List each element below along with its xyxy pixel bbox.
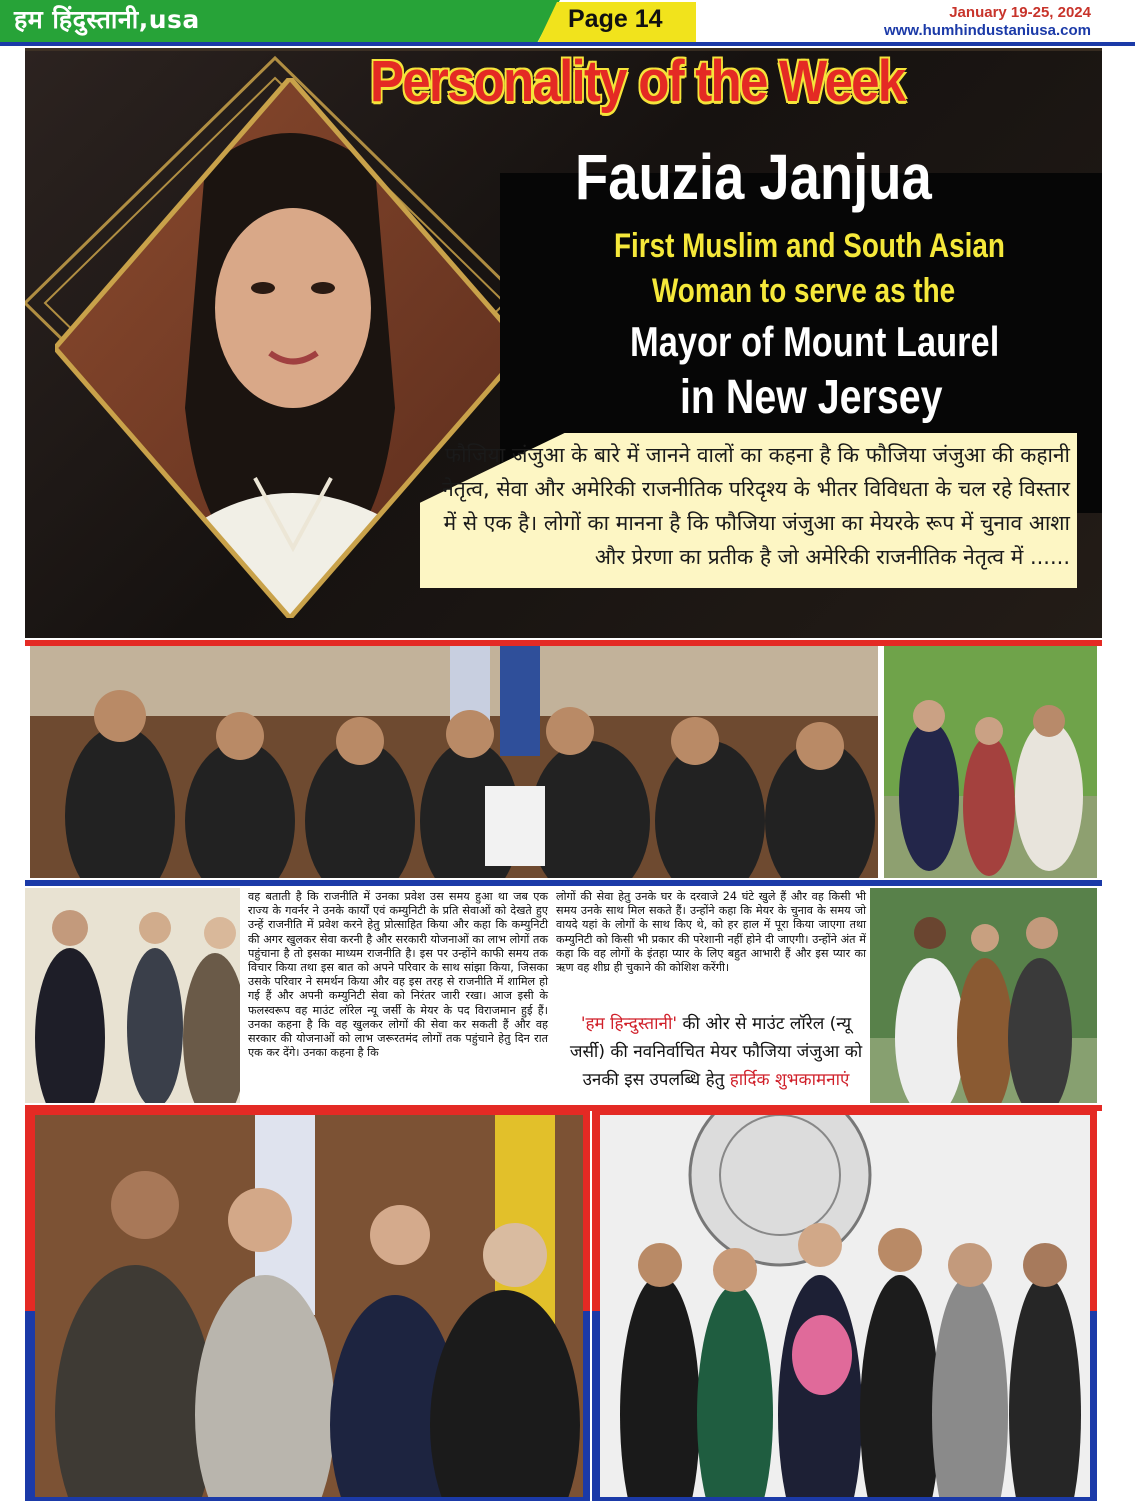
masthead-title: हम हिंदुस्तानी,usa — [14, 5, 200, 34]
article-column-1: वह बताती है कि राजनीति में उनका प्रवेश उस समय हुआ था जब एक राज्य के गवर्नर ने उनके कार्यों एवं कम्युनिटी के प्रति सेवाओं को देखते हुए उन्हें राजनीति में प्रवेश करने हेतु प्रोत्साहित किया और कहा कि कम्युनिटी की अगर खुलकर सेवा करनी है और सरकारी योजनाओं का लाभ लोगों तक पहुंचाना है तो इसका माध्यम राजनीति है। इस पर उन्होंने काफी समय तक विचार किया तथा इस बात को अपने परिवार के साथ सांझा किया, जिसका उसके परिवार ने समर्थन किया और वह इस तरह से राजनीति में शामिल हो गई हैं और अपनी कम्युनिटी सेवा को निरंतर जारी रखा। आज इसी के फलस्वरूप वह माउंट लॉरेल न्यू जर्सी के मेयर के पद विराजमान हुई हैं। उनका कहना है कि वह खुलकर लोगों की सेवा कर सकती हैं और वह सरकार की योजनाओं को लाभ जरूरतमंद लोगों तक पहुंचाने हेतु दिन रात एक कर देंगे। उनका कहना है कि — [248, 890, 548, 1060]
article-column-2: लोगों की सेवा हेतु उनके घर के दरवाजे 24 घंटे खुले हैं और वह किसी भी समय उनके साथ मिल सकते हैं। उन्होंने कहा कि मेयर के चुनाव के समय जो वायदे यहां के लोगों के साथ किए थे, को हर हाल में पूरा किया जाएगा तथा कम्युनिटी को किसी भी प्रकार की परेशानी नहीं होने दी जाएगी। उन्होंने अंत में कहा कि वह लोगों के इंतहा प्यार के लिए बहुत आभारी हैं और इस प्यार का ऋण वह शीघ्र ही चुकाने की कोशिश करेंगी। — [556, 890, 866, 975]
subtitle-line-3: Mayor of Mount Laurel — [630, 318, 1000, 365]
issue-date: January 19-25, 2024 — [949, 4, 1091, 21]
website-url[interactable]: www.humhindustaniusa.com — [884, 22, 1091, 39]
group-photo-council — [30, 646, 878, 878]
greeting-body: की ओर से माउंट लॉरेल (न्यू जर्सी) की नवनिर्वाचित मेयर फौजिया जंजुआ को उनकी इस उपलब्धि हेतु — [569, 1014, 863, 1090]
blue-divider — [25, 880, 1102, 886]
subtitle-line-4: in New Jersey — [680, 371, 943, 424]
photo-office-women — [600, 1115, 1090, 1497]
photo-park-trio — [884, 646, 1097, 878]
subtitle-line-2: Woman to serve as the — [652, 272, 956, 310]
intro-text: फौजिया जंजुआ के बारे में जानने वालों का कहना है कि फौजिया जंजुआ की कहानी नेतृत्व, सेवा और अमेरिकी राजनीतिक परिदृश्य के भीतर विविधता के चल रहे विस्तार में से एक है। लोगों का मानना है कि फौजिया जंजुआ का मेयरके रूप में चुनाव आशा और प्रेरणा का प्रतीक है जो अमेरिकी राजनीतिक नेतृत्व में ...... — [442, 443, 1070, 569]
page-number: Page 14 — [568, 5, 663, 33]
photo-council-group-four — [35, 1115, 583, 1497]
header-divider — [0, 42, 1135, 46]
subtitle-line-1: First Muslim and South Asian — [614, 227, 1005, 265]
photo-oath-ceremony — [25, 888, 240, 1103]
section-kicker: Personality of the Week — [370, 49, 905, 114]
headline-name: Fauzia Janjua — [575, 141, 932, 213]
greeting-publication: 'हम हिन्दुस्तानी' — [580, 1014, 678, 1034]
photo-outdoor-group — [870, 888, 1097, 1103]
greeting-wishes: हार्दिक शुभकामनाएं — [729, 1070, 850, 1090]
greeting-message — [566, 1010, 866, 1094]
